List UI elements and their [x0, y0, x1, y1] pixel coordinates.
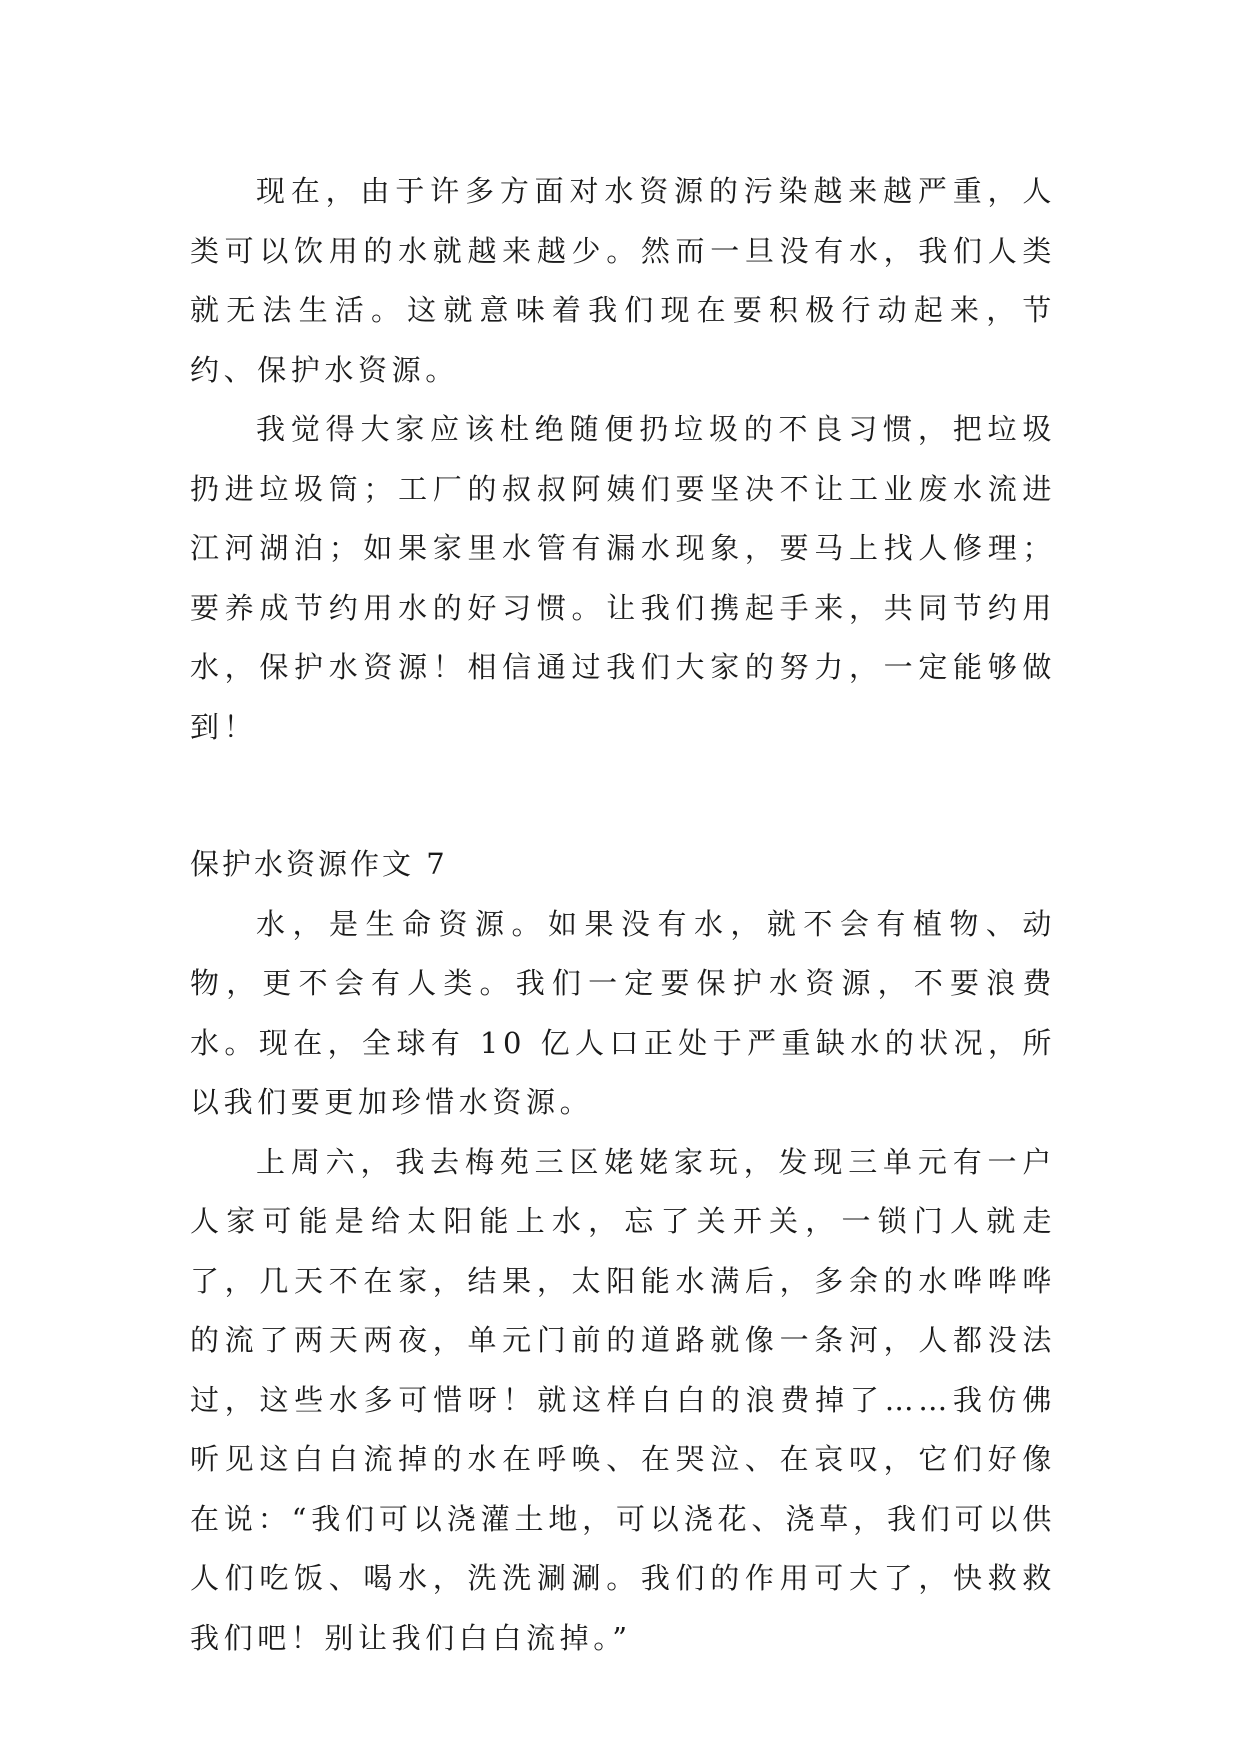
- paragraph: 水，是生命资源。如果没有水，就不会有植物、动物，更不会有人类。我们一定要保护水资源，不要浪费水。现在，全球有 10 亿人口正处于严重缺水的状况，所以我们要更加珍惜水资源。: [190, 906, 1056, 1119]
- section-title: 保护水资源作文 7: [190, 847, 448, 881]
- paragraph: 上周六，我去梅苑三区姥姥家玩，发现三单元有一户人家可能是给太阳能上水，忘了关开关，一锁门人就走了，几天不在家，结果，太阳能水满后，多余的水哗哗哗的流了两天两夜，单元门前的道路就像一条河，人都没法过，这些水多可惜呀！就这样白白的浪费掉了……我仿佛听见这白白流掉的水在呼唤、在哭泣、在哀叹，它们好像在说：“我们可以浇灌土地，可以浇花、浇草，我们可以供人们吃饭、喝水，洗洗涮涮。我们的作用可大了，快救救我们吧！别让我们白白流掉。”: [190, 1144, 1056, 1655]
- paragraph: 我觉得大家应该杜绝随便扔垃圾的不良习惯，把垃圾扔进垃圾筒；工厂的叔叔阿姨们要坚决不让工业废水流进江河湖泊；如果家里水管有漏水现象，要马上找人修理；要养成节约用水的好习惯。让我们携起手来，共同节约用水，保护水资源！相信通过我们大家的努力，一定能够做到！: [190, 412, 1056, 744]
- document-body: [190, 162, 1056, 1668]
- paragraph: 现在，由于许多方面对水资源的污染越来越严重，人类可以饮用的水就越来越少。然而一旦没有水，我们人类就无法生活。这就意味着我们现在要积极行动起来，节约、保护水资源。: [190, 174, 1056, 387]
